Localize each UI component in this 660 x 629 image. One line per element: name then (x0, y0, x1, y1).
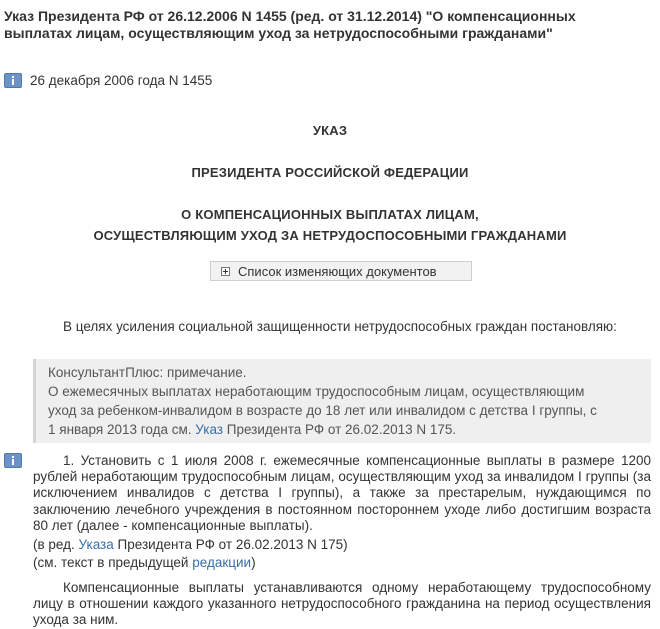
date-row (4, 71, 212, 89)
edition-reference: (в ред. Указа Президента РФ от 26.02.2013 N 175) (33, 537, 348, 552)
heading-subject-line1: О КОМПЕНСАЦИОННЫХ ВЫПЛАТАХ ЛИЦАМ, (181, 207, 479, 222)
note-label: КонсультантПлюс: примечание. (48, 365, 247, 380)
document-date: 26 декабря 2006 года N 1455 (30, 72, 213, 88)
heading-subject-line2: ОСУЩЕСТВЛЯЮЩИМ УХОД ЗА НЕТРУДОСПОСОБНЫМИ ГРАЖДАНАМИ (93, 228, 567, 243)
note-line-3: 1 января 2013 года см. Указ Президента РФ от 26.02.2013 N 175. (48, 422, 457, 437)
clause-info-icon[interactable] (4, 453, 22, 468)
intro-paragraph (33, 319, 651, 335)
note-ukaz-link[interactable]: Указ (195, 422, 223, 437)
previous-edition-reference: (см. текст в предыдущей редакции) (33, 555, 256, 570)
clause-1-paragraph (33, 453, 651, 534)
previous-edition-link[interactable]: редакции (192, 555, 252, 570)
changes-list-button[interactable] (210, 261, 472, 281)
document-title: Указ Президента РФ от 26.12.2006 N 1455 (ред. от 31.12.2014) "О компенсационных выплатах лицам, осуществляющим уход за нетрудоспособными гражданами" (4, 8, 576, 41)
changes-list-label: Список изменяющих документов (238, 263, 437, 279)
compensation-paragraph (33, 580, 651, 628)
clause-1-text: 1. Установить с 1 июля 2008 г. ежемесячные компенсационные выплаты в размере 1200 рублей неработающим трудоспособным лицам, осуществляющим уход за инвалидом I группы (за исключением инвалидов с детства I группы), а также за престарелым, нуждающимся по заключению лечебного учреждения в постоянном постороннем уходе либо достигшим возраста 80 лет (далее - компенсационные выплаты). (33, 453, 651, 533)
note-line-1: О ежемесячных выплатах неработающим трудоспособным лицам, осуществляющим (48, 384, 585, 399)
info-icon[interactable] (4, 73, 22, 88)
consultant-note (33, 359, 651, 443)
note-line-2: уход за ребенком-инвалидом в возрасте до 18 лет или инвалидом с детства I группы, с (48, 403, 597, 418)
heading-ukaz: УКАЗ (312, 123, 348, 138)
intro-text: В целях усиления социальной защищенности нетрудоспособных граждан постановляю: (63, 319, 617, 334)
ukaz-link[interactable]: Указа (78, 537, 114, 552)
expand-plus-icon (221, 267, 230, 276)
heading-issuer: ПРЕЗИДЕНТА РОССИЙСКОЙ ФЕДЕРАЦИИ (191, 165, 469, 180)
compensation-text: Компенсационные выплаты устанавливаются одному неработающему трудоспособному лицу в отношении каждого указанного нетрудоспособного гражданина на период осуществления ухода за ним. (33, 580, 651, 627)
